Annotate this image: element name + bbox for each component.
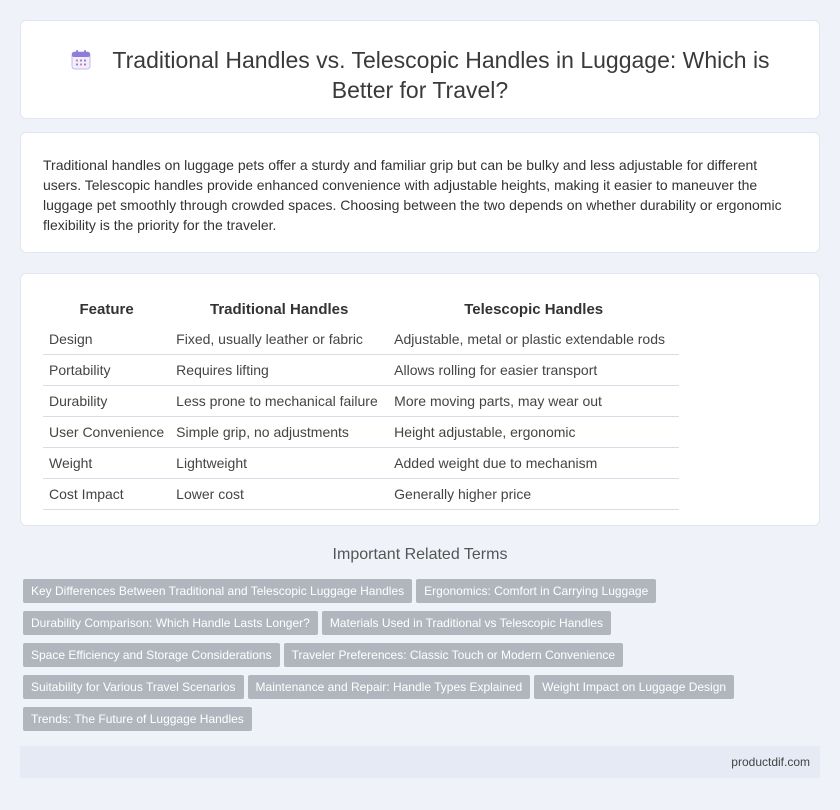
table-header-row	[43, 296, 679, 324]
table-cell: User Convenience	[43, 417, 170, 448]
table-row	[43, 324, 679, 355]
related-term-link[interactable]: Maintenance and Repair: Handle Types Explained	[248, 675, 531, 699]
footer-site-link[interactable]: productdif.com	[731, 755, 810, 769]
calendar-icon	[70, 48, 92, 70]
intro-card	[20, 132, 820, 253]
table-cell: Design	[43, 324, 170, 355]
table-cell: Cost Impact	[43, 479, 170, 510]
related-terms-title: Important Related Terms	[332, 546, 508, 563]
table-cell: Fixed, usually leather or fabric	[170, 324, 388, 355]
table-row	[43, 479, 679, 510]
related-term-link[interactable]: Key Differences Between Traditional and Telescopic Luggage Handles	[23, 579, 412, 603]
table-cell: Height adjustable, ergonomic	[388, 417, 679, 448]
table-cell: Simple grip, no adjustments	[170, 417, 388, 448]
header-telescopic: Telescopic Handles	[464, 300, 604, 318]
table-cell: Added weight due to mechanism	[388, 448, 679, 479]
header	[61, 45, 779, 105]
table-cell: Generally higher price	[388, 479, 679, 510]
related-term-link[interactable]: Ergonomics: Comfort in Carrying Luggage	[416, 579, 656, 603]
related-term-link[interactable]: Suitability for Various Travel Scenarios	[23, 675, 244, 699]
related-term-link[interactable]: Durability Comparison: Which Handle Lasts Longer?	[23, 611, 318, 635]
related-terms-list	[23, 579, 783, 739]
related-term-link[interactable]: Space Efficiency and Storage Considerations	[23, 643, 280, 667]
table-cell: Portability	[43, 355, 170, 386]
related-term-link[interactable]: Weight Impact on Luggage Design	[534, 675, 734, 699]
table-row	[43, 386, 679, 417]
related-term-link[interactable]: Traveler Preferences: Classic Touch or Modern Convenience	[284, 643, 623, 667]
table-cell: Durability	[43, 386, 170, 417]
header-feature: Feature	[79, 300, 134, 318]
table-row	[43, 355, 679, 386]
header-traditional: Traditional Handles	[209, 300, 349, 318]
table-cell: Requires lifting	[170, 355, 388, 386]
page-title-text: Traditional Handles vs. Telescopic Handles in Luggage: Which is Better for Travel?	[112, 47, 770, 103]
comparison-table	[43, 296, 679, 510]
table-row	[43, 448, 679, 479]
table-cell: Lightweight	[170, 448, 388, 479]
intro-paragraph: Traditional handles on luggage pets offer a sturdy and familiar grip but can be bulky and less adjustable for different users. Telescopic handles provide enhanced convenience with adjustable heights, making it easier to maneuver the luggage pet smoothly through crowded spaces. Choosing between the two depends on whether durability or ergonomic flexibility is the priority for the traveler.	[43, 157, 782, 233]
table-cell: Lower cost	[170, 479, 388, 510]
footer	[20, 746, 820, 778]
comparison-card	[20, 273, 820, 526]
page-title	[61, 45, 779, 105]
related-term-link[interactable]: Materials Used in Traditional vs Telescopic Handles	[322, 611, 611, 635]
table-cell: Adjustable, metal or plastic extendable rods	[388, 324, 679, 355]
table-cell: Weight	[43, 448, 170, 479]
table-cell: Less prone to mechanical failure	[170, 386, 388, 417]
related-term-link[interactable]: Trends: The Future of Luggage Handles	[23, 707, 252, 731]
table-row	[43, 417, 679, 448]
table-cell: More moving parts, may wear out	[388, 386, 679, 417]
header-card	[20, 20, 820, 119]
table-cell: Allows rolling for easier transport	[388, 355, 679, 386]
